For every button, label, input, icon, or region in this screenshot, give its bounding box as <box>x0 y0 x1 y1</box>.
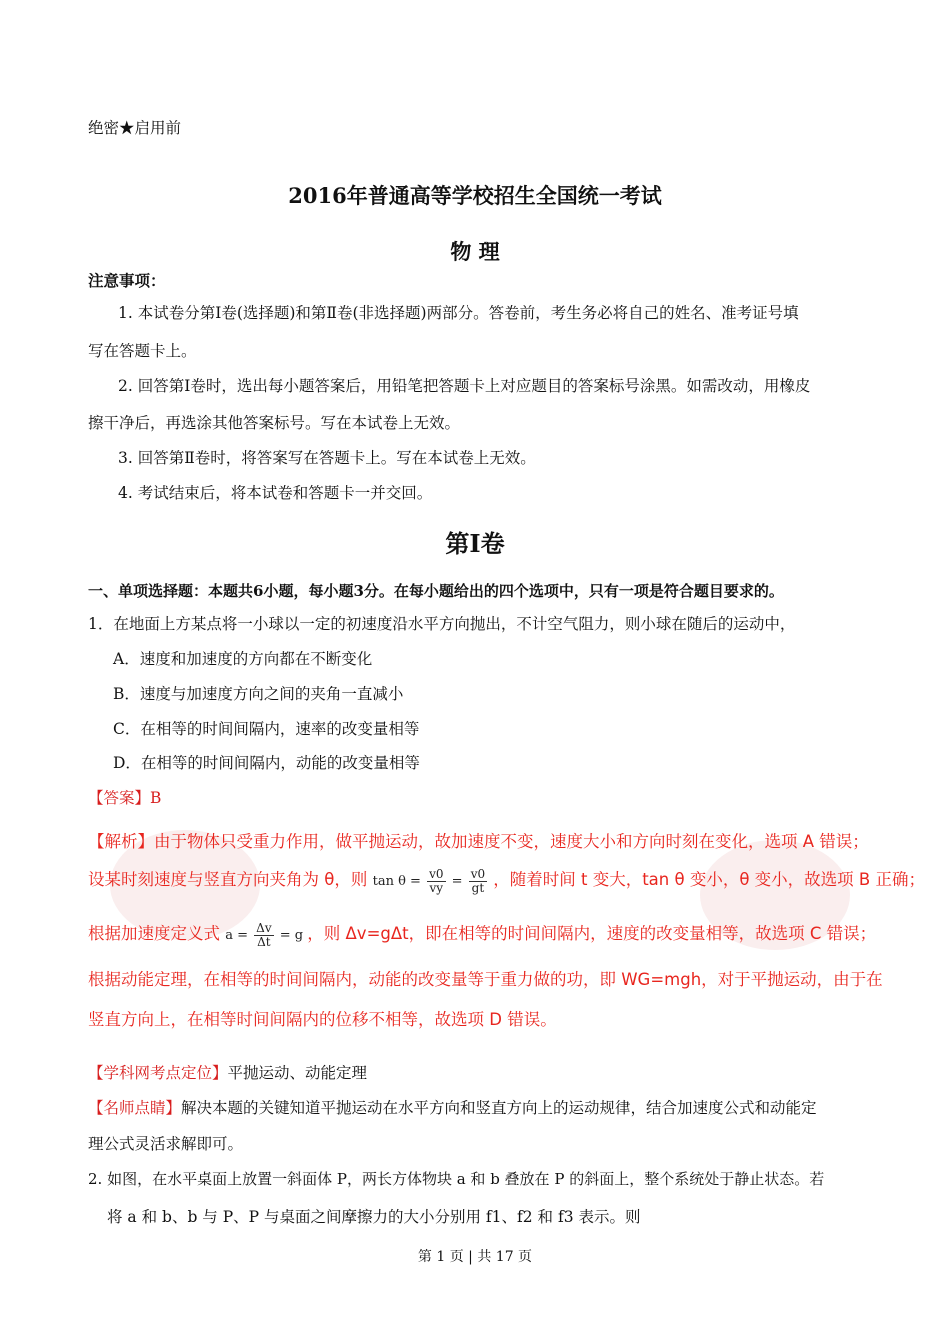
notes-heading: 注意事项： <box>88 271 166 290</box>
q1-option-a: A．速度和加速度的方向都在不断变化 <box>113 650 373 668</box>
q1-option-d: D．在相等的时间间隔内，动能的改变量相等 <box>113 754 420 772</box>
exam-title: 2016年普通高等学校招生全国统一考试 <box>288 183 662 208</box>
section-heading: 一、单项选择题：本题共6小题，每小题3分。在每小题给出的四个选项中，只有一项是符合题目要求的。 <box>88 582 784 600</box>
tan-eq: = <box>451 874 463 889</box>
point-tag: 【学科网考点定位】 <box>88 1064 228 1082</box>
frac2-num: v0 <box>470 867 486 881</box>
analysis-line-1: 【解析】由于物体只受重力作用，做平抛运动，故加速度不变，速度大小和方向时刻在变化，选项 A 错误； <box>88 832 869 851</box>
analysis-line-3-b: ，则 Δv=gΔt，即在相等的时间间隔内，速度的改变量相等，故选项 C 错误； <box>307 924 877 943</box>
notes-line-5: 3. 回答第Ⅱ卷时，将答案写在答题卡上。写在本试卷上无效。 <box>118 449 536 467</box>
secret-mark: 绝密★启用前 <box>88 119 182 137</box>
accel-lhs: a = <box>225 928 249 943</box>
analysis-line-2-b: ，随着时间 t 变大，tan θ 变小，θ 变小，故选项 B 正确； <box>493 870 925 889</box>
accel-rhs: = g <box>279 928 304 943</box>
q2-line-2: 将 a 和 b、b 与 P、P 与桌面之间摩擦力的大小分别用 f1、f2 和 f3 表示。则 <box>107 1208 641 1226</box>
analysis-line-5: 竖直方向上，在相等时间间隔内的位移不相等，故选项 D 错误。 <box>88 1010 557 1029</box>
q2-line-1: 2. 如图，在水平桌面上放置一斜面体 P，两长方体物块 a 和 b 叠放在 P 的斜面上，整个系统处于静止状态。若 <box>88 1170 825 1188</box>
q1-answer <box>88 787 161 809</box>
fraction-dv-dt <box>254 922 273 949</box>
q1-option-c: C．在相等的时间间隔内，速率的改变量相等 <box>113 720 420 738</box>
analysis-line-2-a: 设某时刻速度与竖直方向夹角为 θ，则 <box>88 870 368 889</box>
analysis-line-2 <box>88 867 925 895</box>
part-title: 第Ⅰ卷 <box>445 529 505 558</box>
notes-line-6: 4. 考试结束后，将本试卷和答题卡一并交回。 <box>118 484 433 502</box>
accel-formula <box>225 921 307 949</box>
analysis-line-3-a: 根据加速度定义式 <box>88 924 220 943</box>
page-footer: 第 1 页 | 共 17 页 <box>417 1249 533 1265</box>
fraction-v0-gt <box>469 868 487 895</box>
q1-comment-line-2: 理公式灵活求解即可。 <box>88 1135 244 1153</box>
notes-line-3: 2. 回答第Ⅰ卷时，选出每小题答案后，用铅笔把答题卡上对应题目的答案标号涂黑。如需改动，用橡皮 <box>118 377 811 395</box>
analysis-line-3 <box>88 922 878 949</box>
tan-lhs: tan θ = <box>372 874 421 889</box>
comment-text-1: 解决本题的关键知道平抛运动在水平方向和竖直方向上的运动规律，结合加速度公式和动能定 <box>181 1099 817 1117</box>
frac1-den: vy <box>429 881 444 895</box>
answer-tag: 【答案】 <box>88 789 151 807</box>
frac2-den: gt <box>471 881 485 895</box>
comment-tag: 【名师点睛】 <box>88 1099 182 1117</box>
tan-formula <box>372 867 494 895</box>
frac3-den: Δt <box>257 935 271 949</box>
q1-stem: 1．在地面上方某点将一小球以一定的初速度沿水平方向抛出，不计空气阻力，则小球在随后的运动中， <box>88 615 796 633</box>
notes-line-4: 擦干净后，再选涂其他答案标号。写在本试卷上无效。 <box>88 414 461 432</box>
answer-value: B <box>150 789 162 807</box>
point-text: 平抛运动、动能定理 <box>227 1064 368 1082</box>
q1-point <box>88 1062 367 1084</box>
frac3-num: Δv <box>256 921 272 935</box>
analysis-line-4: 根据动能定理，在相等的时间间隔内，动能的改变量等于重力做的功，即 WG=mgh，对于平抛运动，由于在 <box>88 970 883 989</box>
fraction-v0-vy <box>427 868 445 895</box>
notes-line-2: 写在答题卡上。 <box>88 342 197 360</box>
q1-option-b: B．速度与加速度方向之间的夹角一直减小 <box>113 685 404 703</box>
q1-comment-line-1 <box>88 1097 817 1119</box>
notes-line-1: 1. 本试卷分第Ⅰ卷(选择题)和第Ⅱ卷(非选择题)两部分。答卷前，考生务必将自己的姓名、准考证号填 <box>118 304 799 322</box>
subject-title: 物 理 <box>450 239 500 264</box>
frac1-num: v0 <box>429 867 444 881</box>
